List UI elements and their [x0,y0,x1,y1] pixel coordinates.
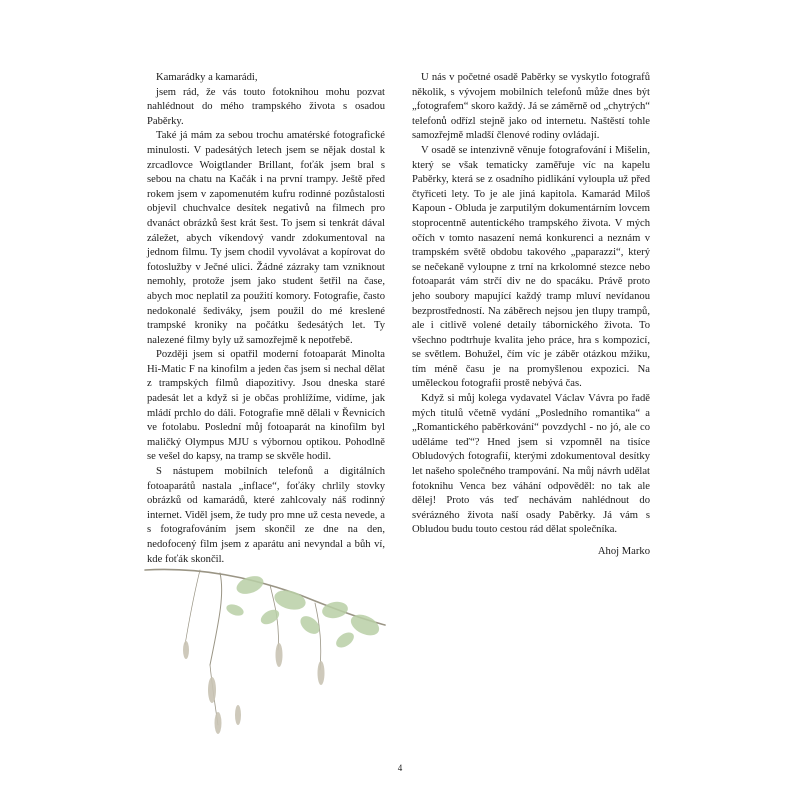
paragraph: S nástupem mobilních telefonů a digitálních fotoaparátů nastala „inflace“, foťáky chrlily stovky obrázků od kamarádů, které zahlcovaly náš rodinný internet. Viděl jsem, že tudy pro mne už cesta nevede, a s fotografováním jsem skončil ze dne na den, nedofocený film jsem z aparátu ani nevyndal a bůh ví, kde foťák skončil. [147,466,385,565]
greeting: Kamarádky a kamarádi, [156,72,258,83]
paragraph: jsem rád, že vás touto fotoknihou mohu pozvat nahlédnout do mého trampského života s osadou Paběrky. [147,86,385,127]
page-number: 4 [397,763,403,773]
paragraph: Později jsem si opatřil moderní fotoaparát Minolta Hi-Matic F na kinofilm a jeden čas jsem si nechal dělat z trampských filmů diapozitivy. Jsou dneska staré padesát let a když si je občas prohlížíme, vidíme, jak mládí prchlo do dáli. Fotografie mně dělali v Řevnicích ve fotolabu. Poslední můj fotoaparát na kinofilm byl maličký Olympus MJU s výbornou optikou. Pohodlně se vešel do kapsy, na tramp se skvěle hodil. [147,349,385,463]
right-text-column [412,71,650,560]
paragraph: Také já mám za sebou trochu amatérské fotografické minulosti. V padesátých letech jsem se nějak dostal k zrcadlovce Woigtlander Brillant, foťák jsem bral s sebou na chatu na Kačák i na první trampy. Ještě před rokem jsem v zapomenutém kufru rodinné pozůstalosti objevil chuchvalce desítek negativů na filmech pro dvanáct obrázků šest krát šest. To jsem si tenkrát dával záležet, abych víkendový vandr zdokumentoval na jednom filmu. Ty jsem chodil vyvolávat a kopírovat do fotoslužby v Ječné ulici. Žádné zázraky tam vzniknout nemohly, protože jsem jako student šetřil na čase, abych moc neplatil za použití komory. Fotografie, často nedokonalé šediváky, jsem použil do mé kreslené trampské kroniky na počátku šedesátých let. Ty nalezené filmy byly už samozřejmě k nepotřebě. [147,130,385,346]
paragraph: U nás v početné osadě Paběrky se vyskytlo fotografů několik, s vývojem mobilních telefonů může dnes být „fotografem“ skoro každý. Já se záměrně od „chytrých“ telefonů odřízl stejně jako od internetu. Naštěstí tohle samozřejmě mladší členové rodiny ovládají. [412,72,650,142]
paragraph: Když si můj kolega vydavatel Václav Vávra po řadě mých titulů včetně vydání „Posledního romantika“ a „Romantického paběrkování“ povzdychl - no jó, ale co uděláme teď“? Hned jsem si vzpomněl na tisíce Obludových fotografií, kterými zdokumentoval desítky let našeho společného trampování. Na můj návrh udělat fotoknihu Venca bez váhání odpověděl: no tak ale dělej! Proto vás teď nechávám nahlédnout do svérázného života naší osady Paběrky. Já vám s Obludou budu touto cestou rád dělat společníka. [412,393,650,536]
left-text-column [147,71,385,567]
birch-branch-illustration [140,555,400,755]
signature: Ahoj Marko [597,546,650,557]
paragraph: V osadě se intenzivně věnuje fotografování i Mišelin, který se však tematicky zaměřuje víc na kapelu Paběrky, která se z osadního pidlikání vyloupla už před čtyřiceti lety. To je ale jiná kapitola. Kamarád Miloš Kapoun - Obluda je zarputilým dokumentárním lovcem stoprocentně autentického trampského života. V mých očích v tomto nasazení nemá konkurenci a neznám v trampském světě obdobu takového „paparazzi“, který se nečekaně vyloupne z trní na krkolomné stezce nebo fotoaparát vám strčí div ne do spacáku. Právě proto jeho soubory mapující každý tramp mluví nevídanou bezprostředností. Na záběrech nejsou jen tlupy trampů, ale i citlivě volené detaily tábornického života. To všechno podtrhuje kvalita jeho práce, hra s kompozicí, se světlem. Bohužel, čím víc je záběr otázkou mžiku, tím méně času je na promyšlenou expozici. Na uměleckou fotografii prostě nebývá čas. [412,144,650,390]
